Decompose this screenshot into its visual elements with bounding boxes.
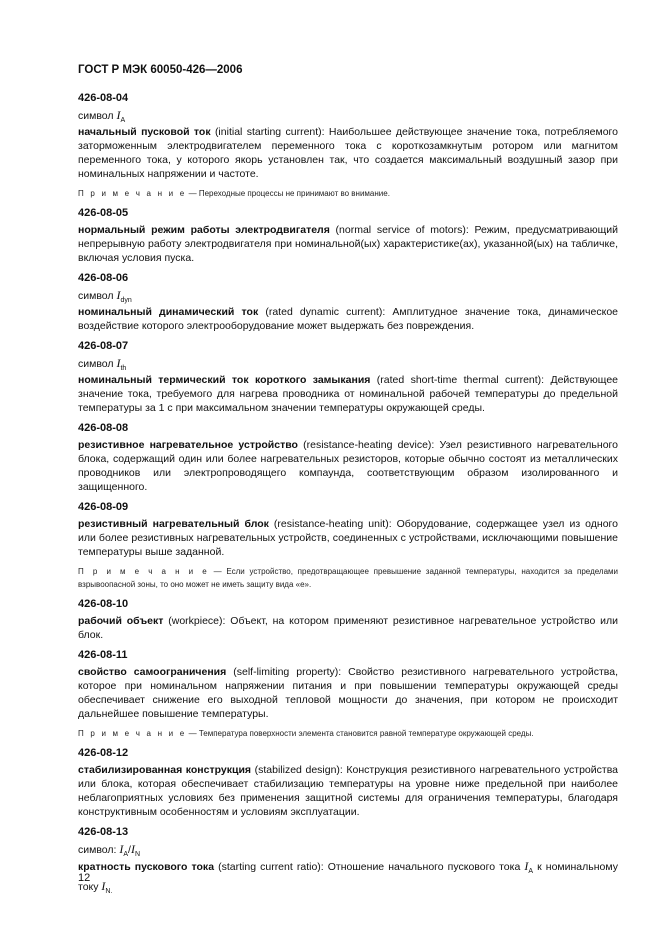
term-definition [78, 373, 618, 415]
symbol-subscript: th [120, 365, 127, 373]
definition-text: (self-limiting property): Свойство резистивного нагревательного устройства, которое при номинальном напряжении питания и при повышении температуры окружающей среды обеспечивает снижение его выходной тепловой мощности до значения, при котором не происходит дальнейшее повышение температуры. [78, 666, 618, 721]
term-symbol [78, 356, 618, 372]
term-note [78, 187, 618, 200]
term-definition [78, 763, 618, 819]
definition-text: (normal service of motors): Режим, предусматривающий непрерывную работу электродвигателя при номинальной(ых) характеристике(ах), указанной(ых) на табличке, включая условия пуска. [78, 224, 618, 265]
note-text: — Переходные процессы не принимают во внимание. [186, 189, 390, 199]
term-entry [78, 272, 618, 333]
terms-list [78, 92, 618, 819]
term-name: номинальный термический ток короткого замыкания [78, 374, 371, 387]
term-code: 426-08-11 [78, 649, 128, 662]
definition-text: (resistance-heating device): Узел резистивного нагревательного блока, содержащий один или более нагревательных резисторов, которые обычно состоят из металлических проводников или электропроводящего компаунда, соответствующим образом изолированного и защищенного. [78, 439, 618, 494]
term-symbol [78, 842, 618, 858]
note-text: — Температура поверхности элемента становится равной температуре окружающей среды. [186, 729, 534, 739]
term-code: 426-08-10 [78, 598, 129, 611]
term-entry [78, 649, 618, 740]
term-name: начальный пусковой ток [78, 126, 211, 139]
symbol-letter: I [119, 842, 124, 857]
symbol-prefix: символ: [78, 844, 117, 857]
symbol-subscript: A [123, 851, 129, 859]
term-code: 426-08-09 [78, 501, 129, 514]
definition-text: (starting current ratio): Отношение начального пускового тока [214, 861, 525, 874]
term-entry [78, 207, 618, 265]
symbol-prefix: символ [78, 290, 114, 303]
term-code: 426-08-13 [78, 826, 129, 839]
definition-text: (rated short-time thermal current): Действующее значение тока, требуемого для нагрева проводника от номинальной рабочей температуры до предельной температуры за 1 с при максимальном значении температуры окружающей среды. [78, 374, 619, 415]
term-code: 426-08-07 [78, 340, 129, 353]
symbol-letter: I [116, 356, 121, 371]
term-symbol [78, 108, 618, 124]
definition-text: (resistance-heating unit): Оборудование, содержащее узел из одного или более резистивных нагревательных устройств, соединенных с устройствами, исключающими повышение температуры выше заданной. [78, 518, 618, 559]
document-page [78, 64, 618, 907]
inline-symbol: I [101, 879, 106, 894]
definition-text: (rated dynamic current): Амплитудное значение тока, динамическое воздействие которого электрооборудование может выдержать без повреждения. [78, 306, 618, 333]
term-entry [78, 747, 618, 819]
term-code: 426-08-06 [78, 272, 129, 285]
term-definition [78, 125, 618, 181]
term-definition [78, 438, 618, 494]
term-note [78, 727, 618, 740]
term-entry [78, 501, 618, 591]
symbol-letter: I [116, 108, 121, 122]
term-note [78, 565, 618, 591]
term-code: 426-08-08 [78, 422, 129, 435]
term-name: кратность пускового тока [78, 861, 215, 874]
note-label: П р и м е ч а н и е [78, 729, 187, 739]
symbol-letter: I [116, 288, 121, 303]
term-symbol [78, 288, 618, 304]
term-definition [78, 517, 618, 559]
term-name: резистивный нагревательный блок [78, 518, 269, 531]
definition-text: к номинальному току [78, 861, 618, 894]
definition-text: (workpiece): Объект, на котором применяют резистивное нагревательное устройство или блок. [78, 615, 618, 642]
term-entry [78, 92, 618, 200]
term-definition [78, 614, 618, 642]
term-entry [78, 598, 618, 642]
symbol-subscript: A [120, 117, 126, 125]
term-name: нормальный режим работы электродвигателя [78, 224, 330, 237]
symbol-prefix: символ [78, 110, 114, 122]
note-text: — Если устройство, предотвращающее превышение заданной температуры, находится за пределами взрывоопасной зоны, то оно может не иметь защиту вида «e». [78, 567, 619, 590]
document-header: ГОСТ Р МЭК 60050-426—2006 [78, 64, 243, 76]
term-name: стабилизированная конструкция [78, 764, 252, 777]
symbol-letter: I [130, 842, 135, 857]
term-name: рабочий объект [78, 615, 164, 628]
term-name: номинальный динамический ток [78, 306, 259, 319]
term-definition [78, 223, 618, 265]
term-name: свойство самоограничения [78, 666, 227, 679]
inline-symbol: I [524, 859, 529, 874]
term-entry [78, 826, 618, 899]
term-code: 426-08-12 [78, 747, 129, 760]
note-label: П р и м е ч а н и е [78, 189, 187, 199]
term-name: резистивное нагревательное устройство [78, 439, 298, 452]
term-definition [78, 305, 618, 333]
symbol-slash: / [128, 844, 131, 857]
symbol-subscript: dyn [120, 297, 132, 305]
term-definition [78, 859, 618, 899]
page-number: 12 [78, 872, 91, 884]
definition-text: (stabilized design): Конструкция резистивного нагревательного устройства или блока, которая обеспечивает стабилизацию температуры на уровне ниже предельной при наиболее неблагоприятных условиях без применения защитной системы для ограничения температуры, благодаря конструктивным особенностям и условиям эксплуатации. [78, 764, 618, 819]
symbol-subscript: N [134, 851, 141, 859]
term-definition [78, 665, 618, 721]
term-entry [78, 422, 618, 494]
symbol-prefix: символ [78, 358, 114, 371]
inline-symbol-subscript: A [528, 868, 534, 876]
term-code: 426-08-05 [78, 207, 129, 220]
note-label: П р и м е ч а н и е [78, 567, 209, 577]
term-entry [78, 340, 618, 415]
inline-symbol-subscript: N. [105, 888, 113, 896]
term-code: 426-08-04 [78, 92, 129, 104]
definition-text: (initial starting current): Наибольшее действующее значение тока, потребляемого заторможенным электродвигателем переменного тока с короткозамкнутым ротором или магнитом переменного тока, у которого якорь установлен так, что создается максимальный воздушный зазор при номинальных напряжении и частоте. [78, 126, 618, 181]
